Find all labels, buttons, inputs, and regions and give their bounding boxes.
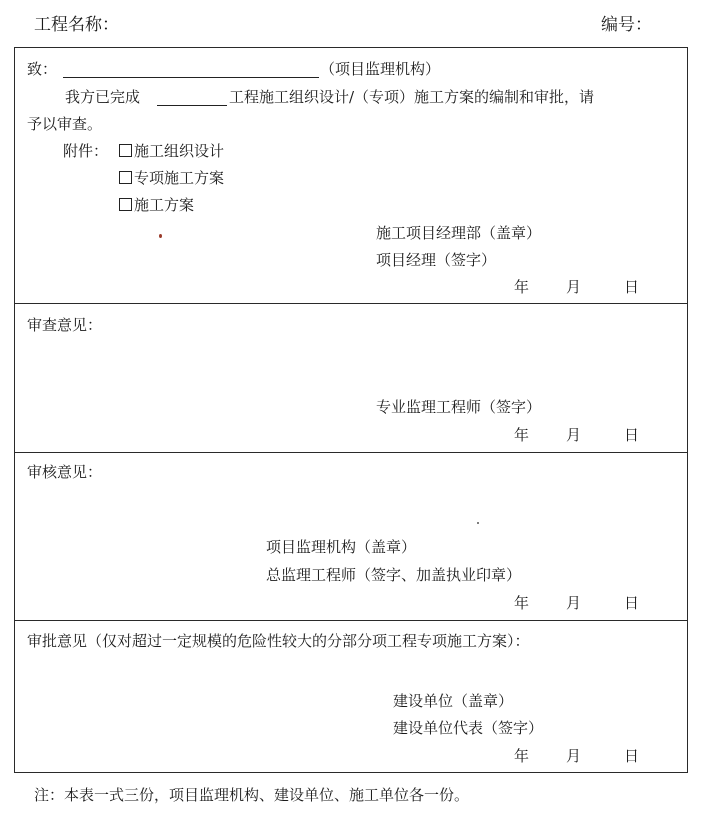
date-month: 月 bbox=[566, 594, 582, 612]
date-year: 年 bbox=[514, 747, 530, 765]
checkbox-icon[interactable] bbox=[119, 144, 132, 157]
form-table bbox=[14, 47, 688, 773]
date-month: 月 bbox=[566, 747, 582, 765]
date-month: 月 bbox=[566, 278, 582, 296]
audit-opinion-title: 审核意见： bbox=[27, 463, 103, 481]
to-label: 致： bbox=[27, 60, 58, 78]
checkbox-icon[interactable] bbox=[119, 171, 132, 184]
section-divider-1 bbox=[14, 303, 688, 304]
date-day: 日 bbox=[624, 594, 640, 612]
review-opinion-title: 审查意见： bbox=[27, 316, 103, 334]
project-name-label: 工程名称： bbox=[34, 15, 119, 35]
recipient-suffix: （项目监理机构） bbox=[320, 60, 441, 78]
project-blank-line[interactable] bbox=[157, 105, 227, 106]
checkbox-icon[interactable] bbox=[119, 198, 132, 211]
sign-person-label: 专业监理工程师（签字） bbox=[376, 398, 542, 416]
sign-person-label: 建设单位代表（签字） bbox=[393, 719, 544, 737]
number-label: 编号： bbox=[601, 15, 652, 35]
sign-org-label: 项目监理机构（盖章） bbox=[266, 538, 417, 556]
approval-opinion-title: 审批意见（仅对超过一定规模的危险性较大的分部分项工程专项施工方案）： bbox=[27, 632, 530, 650]
footer-note: 注：本表一式三份，项目监理机构、建设单位、施工单位各一份。 bbox=[34, 786, 470, 804]
completed-suffix: 工程施工组织设计/（专项）施工方案的编制和审批，请 bbox=[229, 88, 595, 106]
date-year: 年 bbox=[514, 594, 530, 612]
attachment-checkbox-item[interactable]: 施工方案 bbox=[119, 198, 194, 213]
sign-org-label: 施工项目经理部（盖章） bbox=[376, 224, 542, 242]
scan-speck bbox=[477, 522, 479, 524]
date-day: 日 bbox=[624, 747, 640, 765]
section-divider-3 bbox=[14, 620, 688, 621]
ink-mark bbox=[159, 234, 162, 238]
review-request-text: 予以审查。 bbox=[27, 115, 103, 133]
date-year: 年 bbox=[514, 426, 530, 444]
attachment-checkbox-item[interactable]: 专项施工方案 bbox=[119, 171, 224, 186]
date-day: 日 bbox=[624, 278, 640, 296]
date-year: 年 bbox=[514, 278, 530, 296]
completed-prefix: 我方已完成 bbox=[65, 88, 141, 106]
date-day: 日 bbox=[624, 426, 640, 444]
date-month: 月 bbox=[566, 426, 582, 444]
attachments-label: 附件： bbox=[63, 142, 109, 160]
recipient-blank-line[interactable] bbox=[63, 77, 319, 78]
sign-org-label: 建设单位（盖章） bbox=[393, 692, 514, 710]
attachment-checkbox-item[interactable]: 施工组织设计 bbox=[119, 144, 224, 159]
sign-person-label: 项目经理（签字） bbox=[376, 251, 497, 269]
sign-person-label: 总监理工程师（签字、加盖执业印章） bbox=[266, 566, 522, 584]
section-divider-2 bbox=[14, 452, 688, 453]
